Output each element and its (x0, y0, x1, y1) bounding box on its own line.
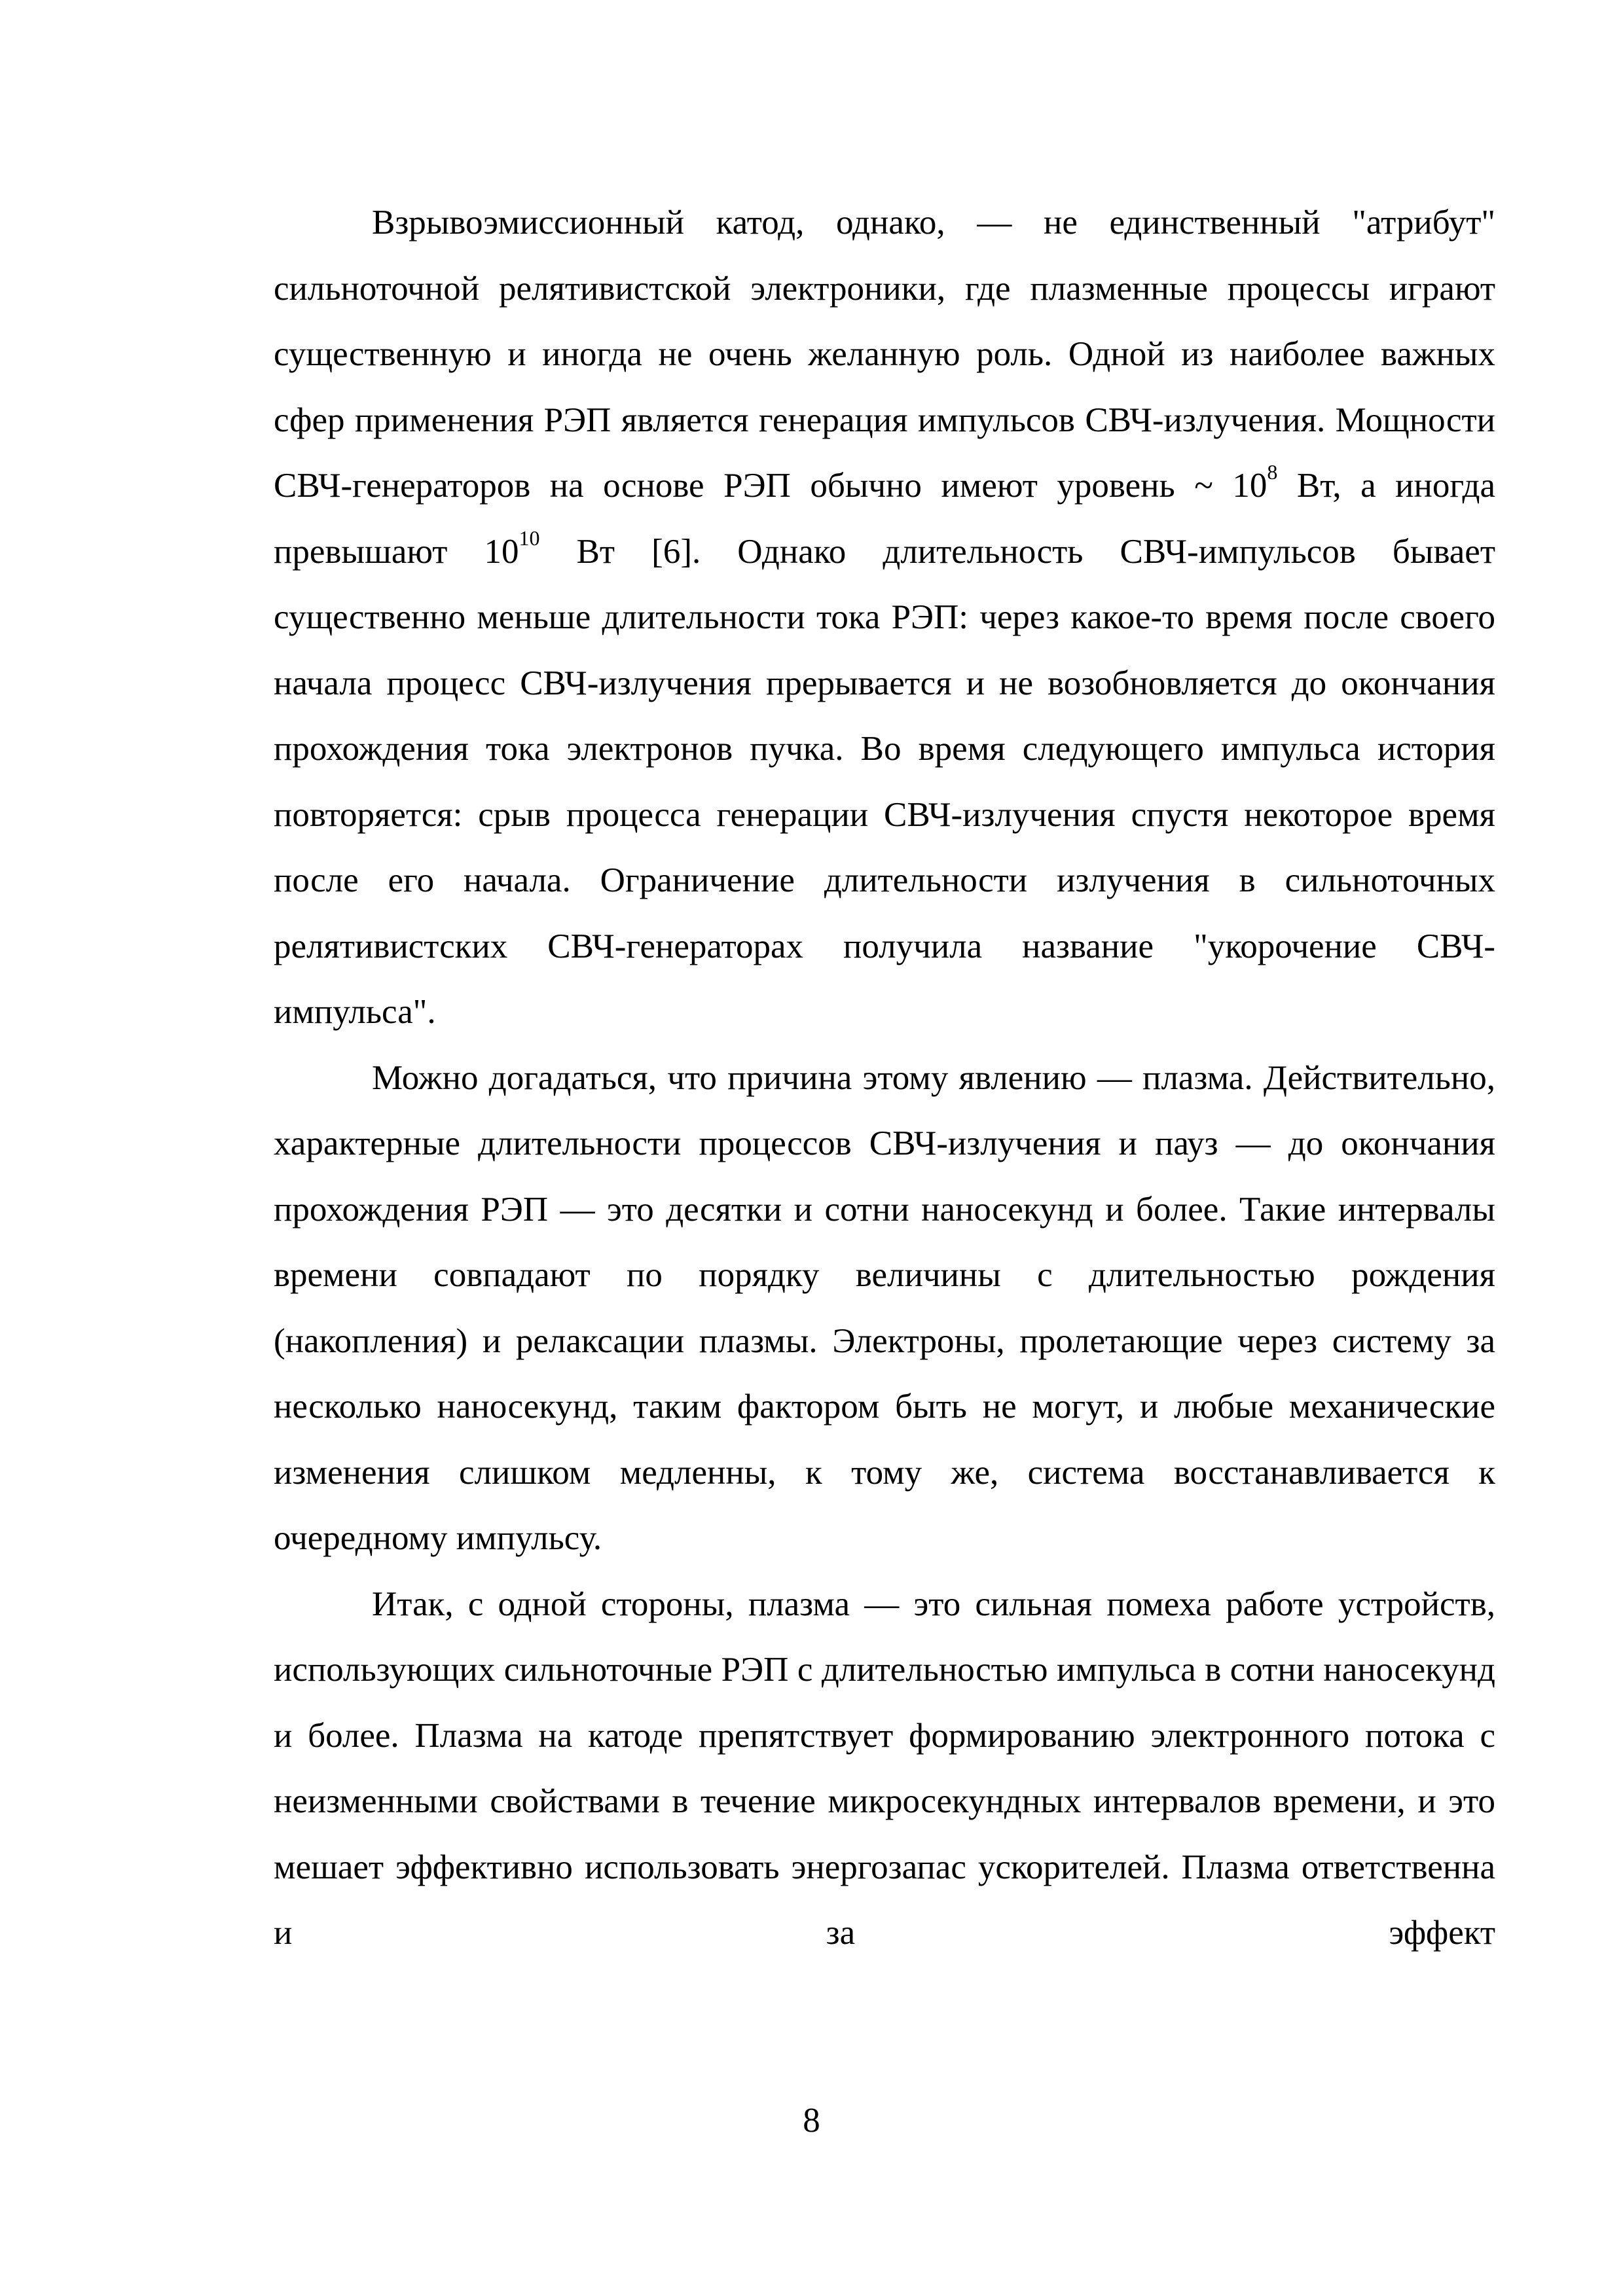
paragraph-1-part-2: Вт, а иногда превышают 10 (274, 467, 1495, 571)
power-exponent-2: 10 (519, 526, 540, 550)
paragraph-2: Можно догадаться, что причина этому явлению — плазма. Действительно, характерные длительности процессов СВЧ-излучения и пауз — до окончания прохождения РЭП — это десятки и сотни наносекунд и более. Такие интервалы времени совпадают по порядку величины с длительностью рождения (накопления) и релаксации плазмы. Электроны, пролетающие через систему за несколько наносекунд, таким фактором быть не могут, и любые механические изменения слишком медленны, к тому же, система восстанавливается к очередному импульсу. (274, 1058, 1495, 1557)
power-exponent-1: 8 (1267, 460, 1278, 484)
paragraph-3: Итак, с одной стороны, плазма — это сильная помеха работе устройств, использующих сильноточные РЭП с длительностью импульса в сотни наносекунд и более. Плазма на катоде препятствует формированию электронного потока с неизменными свойствами в течение микросекундных интервалов времени, и это мешает эффективно использовать энергозапас ускорителей. Плазма ответственна и за эффект (274, 1585, 1495, 1952)
paragraph-1-part-1: Взрывоэмиссионный катод, однако, — не единственный "атрибут" сильноточной релятивистской электроники, где плазменные процессы играют существенную и иногда не очень желанную роль. Одной из наиболее важных сфер применения РЭП является генерация импульсов СВЧ-излучения. Мощности СВЧ-генераторов на основе РЭП обычно имеют уровень ~ 10 (274, 204, 1495, 505)
paragraph-1 (274, 190, 1495, 1045)
paragraph-1-part-3: Вт [6]. Однако длительность СВЧ-импульсов бывает существенно меньше длительности тока РЭП: через какое-то время после своего начала процесс СВЧ-излучения прерывается и не возобновляется до окончания прохождения тока электронов пучка. Во время следующего импульса история повторяется: срыв процесса генерации СВЧ-излучения спустя некоторое время после его начала. Ограничение длительности излучения в сильноточных релятивистских СВЧ-генераторах получила название "укорочение СВЧ-импульса". (274, 532, 1495, 1031)
body-text (274, 190, 1495, 1966)
page-number: 8 (803, 2102, 820, 2140)
